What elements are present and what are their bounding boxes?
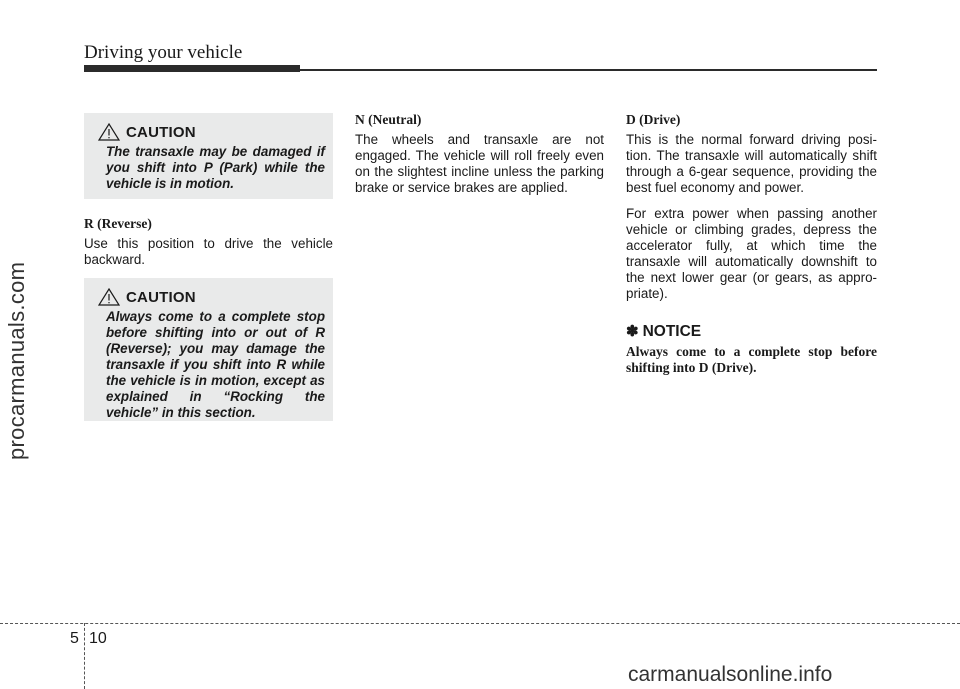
chapter-number: 5 (70, 630, 79, 647)
page-number: 10 (89, 630, 107, 647)
drive-text-1: This is the normal forward driving posi-tion. The transaxle will automatically shift through a 6-gear sequence, providing the best fuel economy and power. (626, 132, 877, 195)
footer-divider (0, 623, 960, 624)
reverse-text: Use this position to drive the vehicle backward. (84, 236, 333, 267)
footer-vertical-divider (84, 623, 85, 689)
warning-triangle-icon (98, 123, 120, 141)
notice-star-icon: ✽ (626, 323, 639, 340)
notice-header (626, 324, 877, 340)
notice-text: Always come to a complete stop before shifting into D (Drive). (626, 344, 877, 375)
caution-box-park (84, 113, 333, 199)
bottom-watermark: carmanualsonline.info (628, 663, 833, 686)
caution-text: Always come to a complete stop before shifting into or out of R (Reverse); you may damage the transaxle if you shift into R while the vehicle is in motion, except as explained in “Rocking the vehicle” in this section. (106, 309, 325, 420)
caution-header (98, 123, 325, 141)
page-header-title: Driving your vehicle (84, 42, 243, 63)
neutral-heading: N (Neutral) (355, 112, 422, 127)
header-rule-thin (300, 69, 877, 71)
drive-heading: D (Drive) (626, 112, 681, 127)
notice-title: NOTICE (642, 323, 702, 340)
side-watermark: procarmanuals.com (4, 261, 29, 460)
reverse-heading: R (Reverse) (84, 216, 152, 231)
warning-triangle-icon (98, 288, 120, 306)
neutral-text: The wheels and transaxle are not engaged. The vehicle will roll freely even on the slightest incline unless the parking brake or service brakes are applied. (355, 132, 604, 195)
drive-text-2: For extra power when passing another vehicle or climbing grades, depress the accelerator fully, at which time the transaxle will automatically downshift to the next lower gear (or gears, as appro-priate). (626, 206, 877, 301)
caution-text: The transaxle may be damaged if you shift into P (Park) while the vehicle is in motion. (106, 144, 325, 191)
section-reverse (84, 216, 333, 278)
caution-title: CAUTION (126, 123, 196, 141)
section-drive (626, 112, 877, 376)
section-neutral (355, 112, 604, 206)
caution-header (98, 288, 325, 306)
header-rule-thick (84, 65, 300, 72)
caution-title: CAUTION (126, 288, 196, 306)
caution-box-reverse (84, 278, 333, 421)
